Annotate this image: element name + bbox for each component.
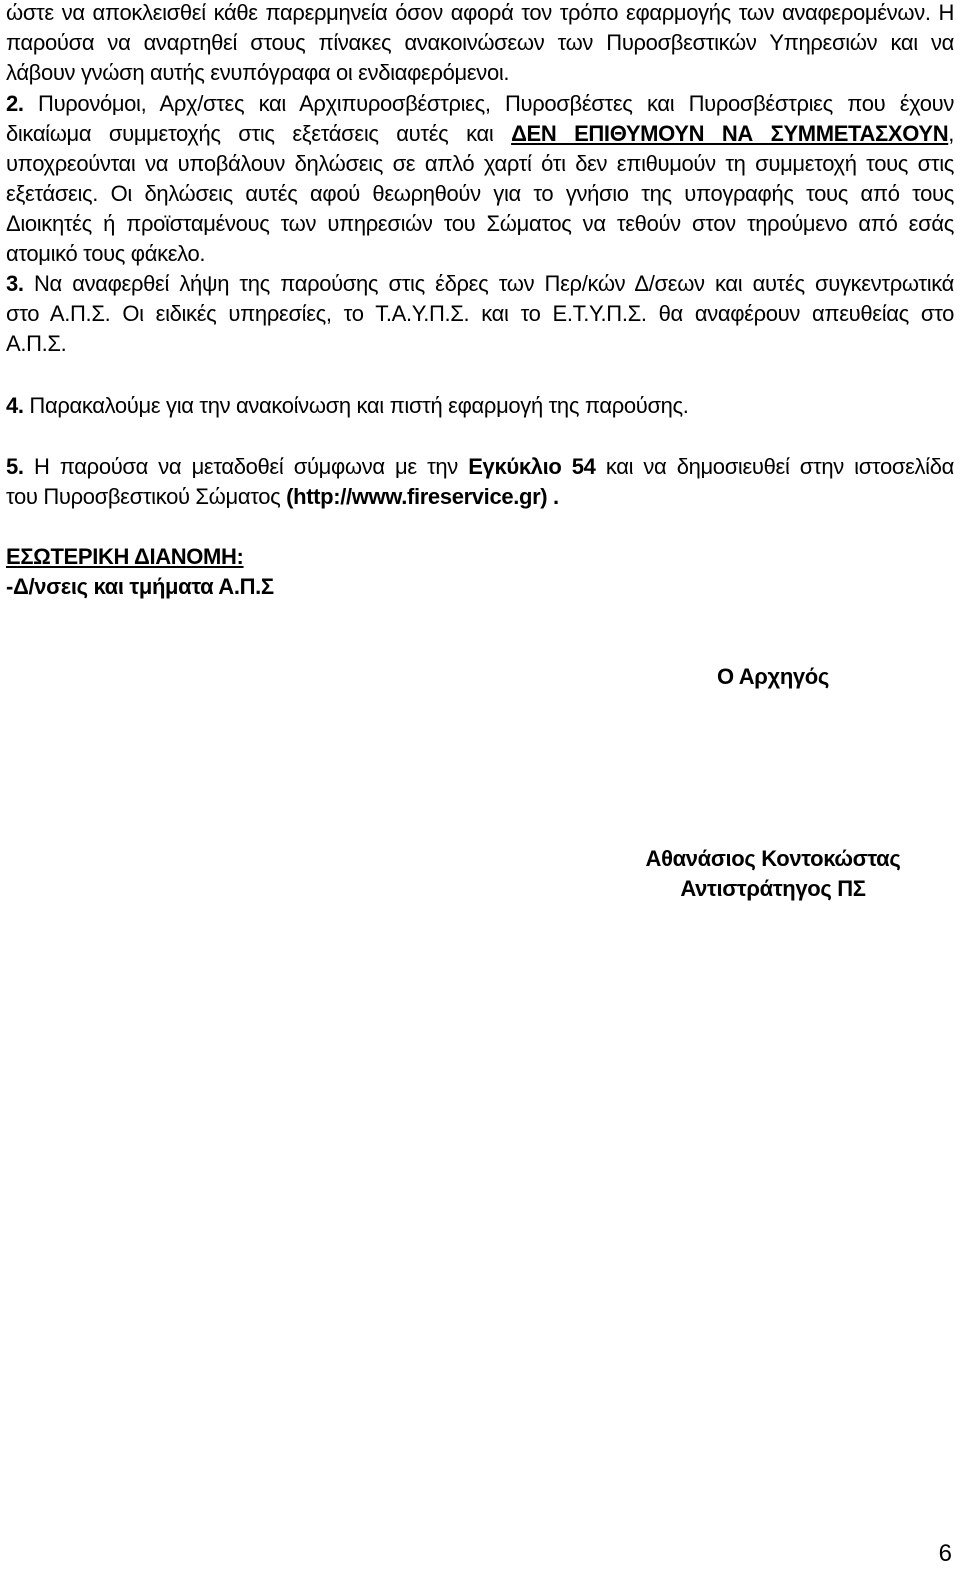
signature-title: Ο Αρχηγός xyxy=(717,664,829,689)
paragraph-line: παρούσα να αναρτηθεί στους πίνακες ανακοινώσεων των Πυροσβεστικών Υπηρεσιών και να xyxy=(6,30,954,55)
distribution-item: -Δ/νσεις και τμήματα Α.Π.Σ xyxy=(6,574,274,599)
item-2-line: 2. Πυρονόμοι, Αρχ/στες και Αρχιπυροσβέστριες, Πυροσβέστες και Πυροσβέστριες που έχουν xyxy=(6,91,954,116)
item-4-line: 4. Παρακαλούμε για την ανακοίνωση και πιστή εφαρμογή της παρούσης. xyxy=(6,393,689,418)
item-number: 5. xyxy=(6,454,24,479)
emphasis-text: ΔΕΝ ΕΠΙΘΥΜΟΥΝ ΝΑ ΣΥΜΜΕΤΑΣΧΟΥΝ xyxy=(511,121,949,146)
item-number: 3. xyxy=(6,271,24,296)
item-number: 2. xyxy=(6,91,24,116)
item-3-line: 3. Να αναφερθεί λήψη της παρούσης στις έδρες των Περ/κών Δ/σεων και αυτές συγκεντρωτικά xyxy=(6,271,954,296)
item-5-line: του Πυροσβεστικού Σώματος (http://www.fireservice.gr) . xyxy=(6,484,559,509)
signature-rank: Αντιστράτηγος ΠΣ xyxy=(680,876,866,901)
item-2-line: υποχρεούνται να υποβάλουν δηλώσεις σε απλό χαρτί ότι δεν επιθυμούν τη συμμετοχή τους στις xyxy=(6,151,954,176)
item-2-line: ατομικό τους φάκελο. xyxy=(6,241,206,266)
item-5-line: 5. Η παρούσα να μεταδοθεί σύμφωνα με την Εγκύκλιο 54 και να δημοσιευθεί στην ιστοσελίδα xyxy=(6,454,954,479)
item-3-line: στο Α.Π.Σ. Οι ειδικές υπηρεσίες, το Τ.Α.Υ.Π.Σ. και το Ε.Τ.Υ.Π.Σ. θα αναφέρουν απευθείας στο xyxy=(6,301,954,326)
circular-reference: Εγκύκλιο 54 xyxy=(468,454,596,479)
item-number: 4. xyxy=(6,393,24,418)
distribution-heading: ΕΣΩΤΕΡΙΚΗ ΔΙΑΝΟΜΗ: xyxy=(6,544,244,569)
signature-name: Αθανάσιος Κοντοκώστας xyxy=(645,846,901,871)
website-url: (http://www.fireservice.gr) . xyxy=(286,484,559,509)
paragraph-line: λάβουν γνώση αυτής ενυπόγραφα οι ενδιαφερόμενοι. xyxy=(6,60,510,85)
paragraph-line: ώστε να αποκλεισθεί κάθε παρερμηνεία όσον αφορά τον τρόπο εφαρμογής των αναφερομένων. Η xyxy=(6,0,954,25)
item-3-line: Α.Π.Σ. xyxy=(6,331,67,356)
item-2-line: εξετάσεις. Οι δηλώσεις αυτές αφού θεωρηθούν για το γνήσιο της υπογραφής τους από τους xyxy=(6,181,954,206)
item-2-line: Διοικητές ή προϊσταμένους των υπηρεσιών του Σώματος να τεθούν στον τηρούμενο από εσάς xyxy=(6,211,954,236)
page-number: 6 xyxy=(938,1540,952,1567)
item-2-line: δικαίωμα συμμετοχής στις εξετάσεις αυτές και ΔΕΝ ΕΠΙΘΥΜΟΥΝ ΝΑ ΣΥΜΜΕΤΑΣΧΟΥΝ, xyxy=(6,121,954,146)
